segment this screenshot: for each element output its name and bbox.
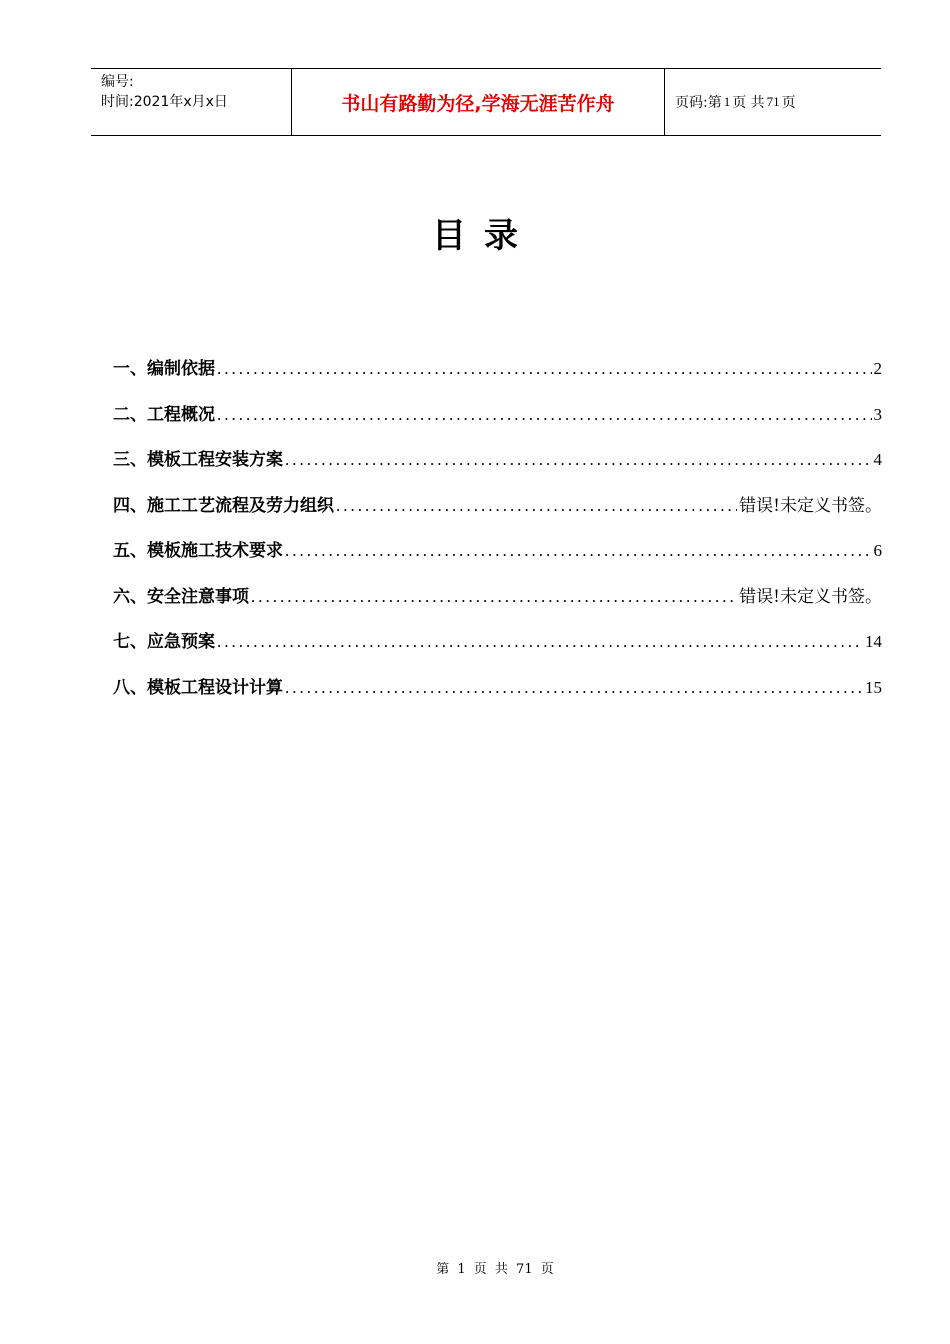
table-of-contents [113,354,882,718]
toc-entry-label: 一、编制依据 [113,359,215,379]
toc-entry[interactable] [113,536,882,582]
page-total: 71 [766,94,780,109]
toc-leader-dots [217,405,872,425]
toc-leader-dots [285,678,863,698]
toc-entry[interactable] [113,445,882,491]
toc-entry[interactable] [113,673,882,719]
toc-entry[interactable] [113,627,882,673]
toc-entry-label: 六、安全注意事项 [113,586,249,607]
motto-text: 书山有路勤为径,学海无涯苦作舟 [341,92,615,115]
page-header [91,68,881,136]
toc-entry-label: 二、工程概况 [113,404,215,425]
toc-entry[interactable] [113,354,882,400]
toc-title: 目录 [432,216,536,256]
toc-leader-dots [285,450,872,470]
toc-entry-page: 4 [873,450,882,469]
code-label: 编号: [101,74,134,90]
page-label-prefix: 页码:第 [675,95,722,111]
toc-entry-page: 15 [865,677,882,697]
toc-entry-page: 6 [873,541,882,560]
header-meta-cell [91,69,292,135]
toc-entry-label: 四、施工工艺流程及劳力组织 [113,495,334,516]
toc-entry-page: 2 [873,359,882,378]
toc-entry-label: 三、模板工程安装方案 [113,450,283,470]
toc-leader-dots [251,587,737,607]
toc-leader-dots [336,496,737,516]
toc-entry-page: 14 [865,632,882,651]
header-page-cell [665,69,881,135]
toc-entry[interactable] [113,491,882,537]
toc-entry-page: 3 [873,404,882,424]
page-footer: 第 1 页 共 71 页 [436,1262,554,1277]
toc-entry-page: 错误!未定义书签。 [739,586,882,607]
page-label-suffix: 页 [781,95,796,111]
header-motto-cell [292,69,665,135]
toc-leader-dots [217,359,872,379]
page-label-mid: 页 共 [732,95,765,111]
toc-entry-label: 八、模板工程设计计算 [113,677,283,698]
toc-entry[interactable] [113,400,882,446]
toc-leader-dots [285,541,872,561]
time-label: 时间:2021年x月x日 [101,94,228,110]
toc-entry-label: 五、模板施工技术要求 [113,541,283,561]
toc-entry-label: 七、应急预案 [113,632,215,652]
toc-entry[interactable] [113,582,882,628]
page-current: 1 [723,94,731,109]
toc-leader-dots [217,632,863,652]
toc-entry-page: 错误!未定义书签。 [739,495,882,516]
